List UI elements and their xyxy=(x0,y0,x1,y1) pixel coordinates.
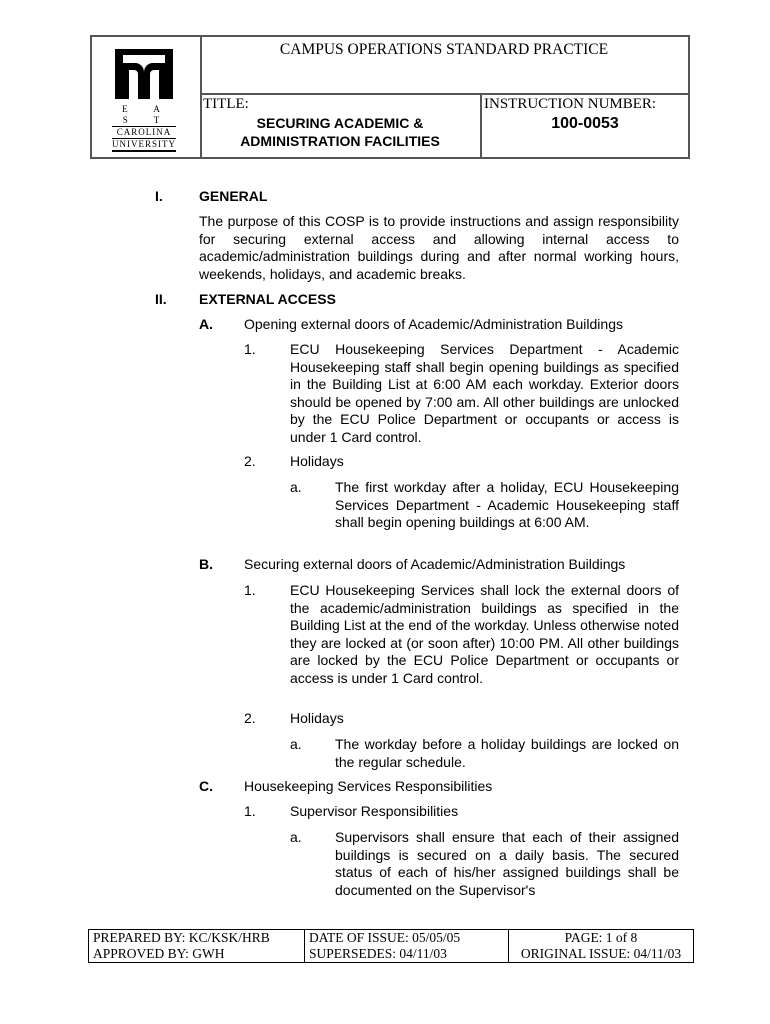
item-b2a-letter: a. xyxy=(290,736,302,752)
item-c1-number: 1. xyxy=(244,803,256,819)
supersedes: SUPERSEDES: 04/11/03 xyxy=(309,945,447,961)
item-a1-paragraph: ECU Housekeeping Services Department - Academic Housekeeping staff shall begin opening buildings as specified in the Building List at 6:00 AM each workday. Exterior doors should be opened by 7:00 am. All other buildings are unlocked by the ECU Police Department or occupants or access is under 1 Card control. xyxy=(290,341,679,445)
instruction-number-label: INSTRUCTION NUMBER: xyxy=(484,96,657,112)
ecu-logo-mark-icon xyxy=(115,49,173,99)
logo-text-east: E A S T xyxy=(122,104,172,125)
title-label: TITLE: xyxy=(203,96,249,112)
doc-title-line-2: ADMINISTRATION FACILITIES xyxy=(240,133,440,149)
logo-cell xyxy=(92,37,202,157)
document-header xyxy=(90,35,690,159)
item-a2a-paragraph: The first workday after a holiday, ECU Housekeeping Services Department - Academic Housekeeping staff shall begin opening buildings at 6:00 AM. xyxy=(335,479,679,530)
logo-text-university: UNIVERSITY xyxy=(112,139,176,152)
instruction-number-cell xyxy=(482,93,688,157)
item-a1-number: 1. xyxy=(244,341,256,357)
section-1-heading: GENERAL xyxy=(199,188,268,204)
item-c1a-letter: a. xyxy=(290,829,302,845)
item-a2a-letter: a. xyxy=(290,479,302,495)
item-c1a-paragraph: Supervisors shall ensure that each of their assigned buildings is secured on a daily basis. The secured status of each of his/her assigned buildings shall be documented on the Supervisor's xyxy=(335,829,679,898)
item-c1-heading: Supervisor Responsibilities xyxy=(290,803,459,819)
title-cell xyxy=(200,93,482,157)
item-b2a-paragraph: The workday before a holiday buildings are locked on the regular schedule. xyxy=(335,736,679,770)
document-footer xyxy=(88,929,694,963)
ecu-logo xyxy=(112,49,176,152)
approved-by: APPROVED BY: GWH xyxy=(93,945,225,961)
subsection-c-heading: Housekeeping Services Responsibilities xyxy=(244,778,493,794)
subsection-c-letter: C. xyxy=(199,778,213,794)
footer-date-cell xyxy=(305,930,509,962)
footer-prepared-cell xyxy=(89,930,305,962)
section-2-heading: EXTERNAL ACCESS xyxy=(199,291,336,307)
doc-title-line-1: SECURING ACADEMIC & xyxy=(256,115,424,131)
subsection-a-heading: Opening external doors of Academic/Administration Buildings xyxy=(244,316,623,332)
page-number: PAGE: 1 of 8 xyxy=(564,930,638,945)
prepared-by: PREPARED BY: KC/KSK/HRB xyxy=(93,930,270,945)
item-a2-heading: Holidays xyxy=(290,453,344,469)
section-2-number: II. xyxy=(155,291,167,307)
section-1-number: I. xyxy=(155,188,163,204)
original-issue: ORIGINAL ISSUE: 04/11/03 xyxy=(520,945,682,961)
item-a2-number: 2. xyxy=(244,453,256,469)
item-b1-number: 1. xyxy=(244,582,256,598)
subsection-a-letter: A. xyxy=(199,316,213,332)
logo-text-carolina: CAROLINA xyxy=(112,126,176,139)
subsection-b-heading: Securing external doors of Academic/Administration Buildings xyxy=(244,556,626,572)
date-of-issue: DATE OF ISSUE: 05/05/05 xyxy=(309,930,461,945)
subsection-b-letter: B. xyxy=(199,556,213,572)
item-b1-paragraph: ECU Housekeeping Services shall lock the external doors of the academic/administration buildings as specified in the Building List at the end of the workday. Unless otherwise noted they are locked at (or soon after) 10:00 PM. All other buildings are locked by the ECU Police Department or occupants or access is under 1 Card control. xyxy=(290,582,679,686)
section-1-paragraph: The purpose of this COSP is to provide instructions and assign responsibility for securing external access and allowing internal access to academic/administration buildings during and after normal working hours, weekends, holidays, and academic breaks. xyxy=(199,213,679,282)
doc-type-cell: CAMPUS OPERATIONS STANDARD PRACTICE xyxy=(200,37,688,95)
footer-page-cell xyxy=(509,930,693,962)
item-b2-number: 2. xyxy=(244,710,256,726)
item-b2-heading: Holidays xyxy=(290,710,344,726)
instruction-number: 100-0053 xyxy=(551,115,619,132)
